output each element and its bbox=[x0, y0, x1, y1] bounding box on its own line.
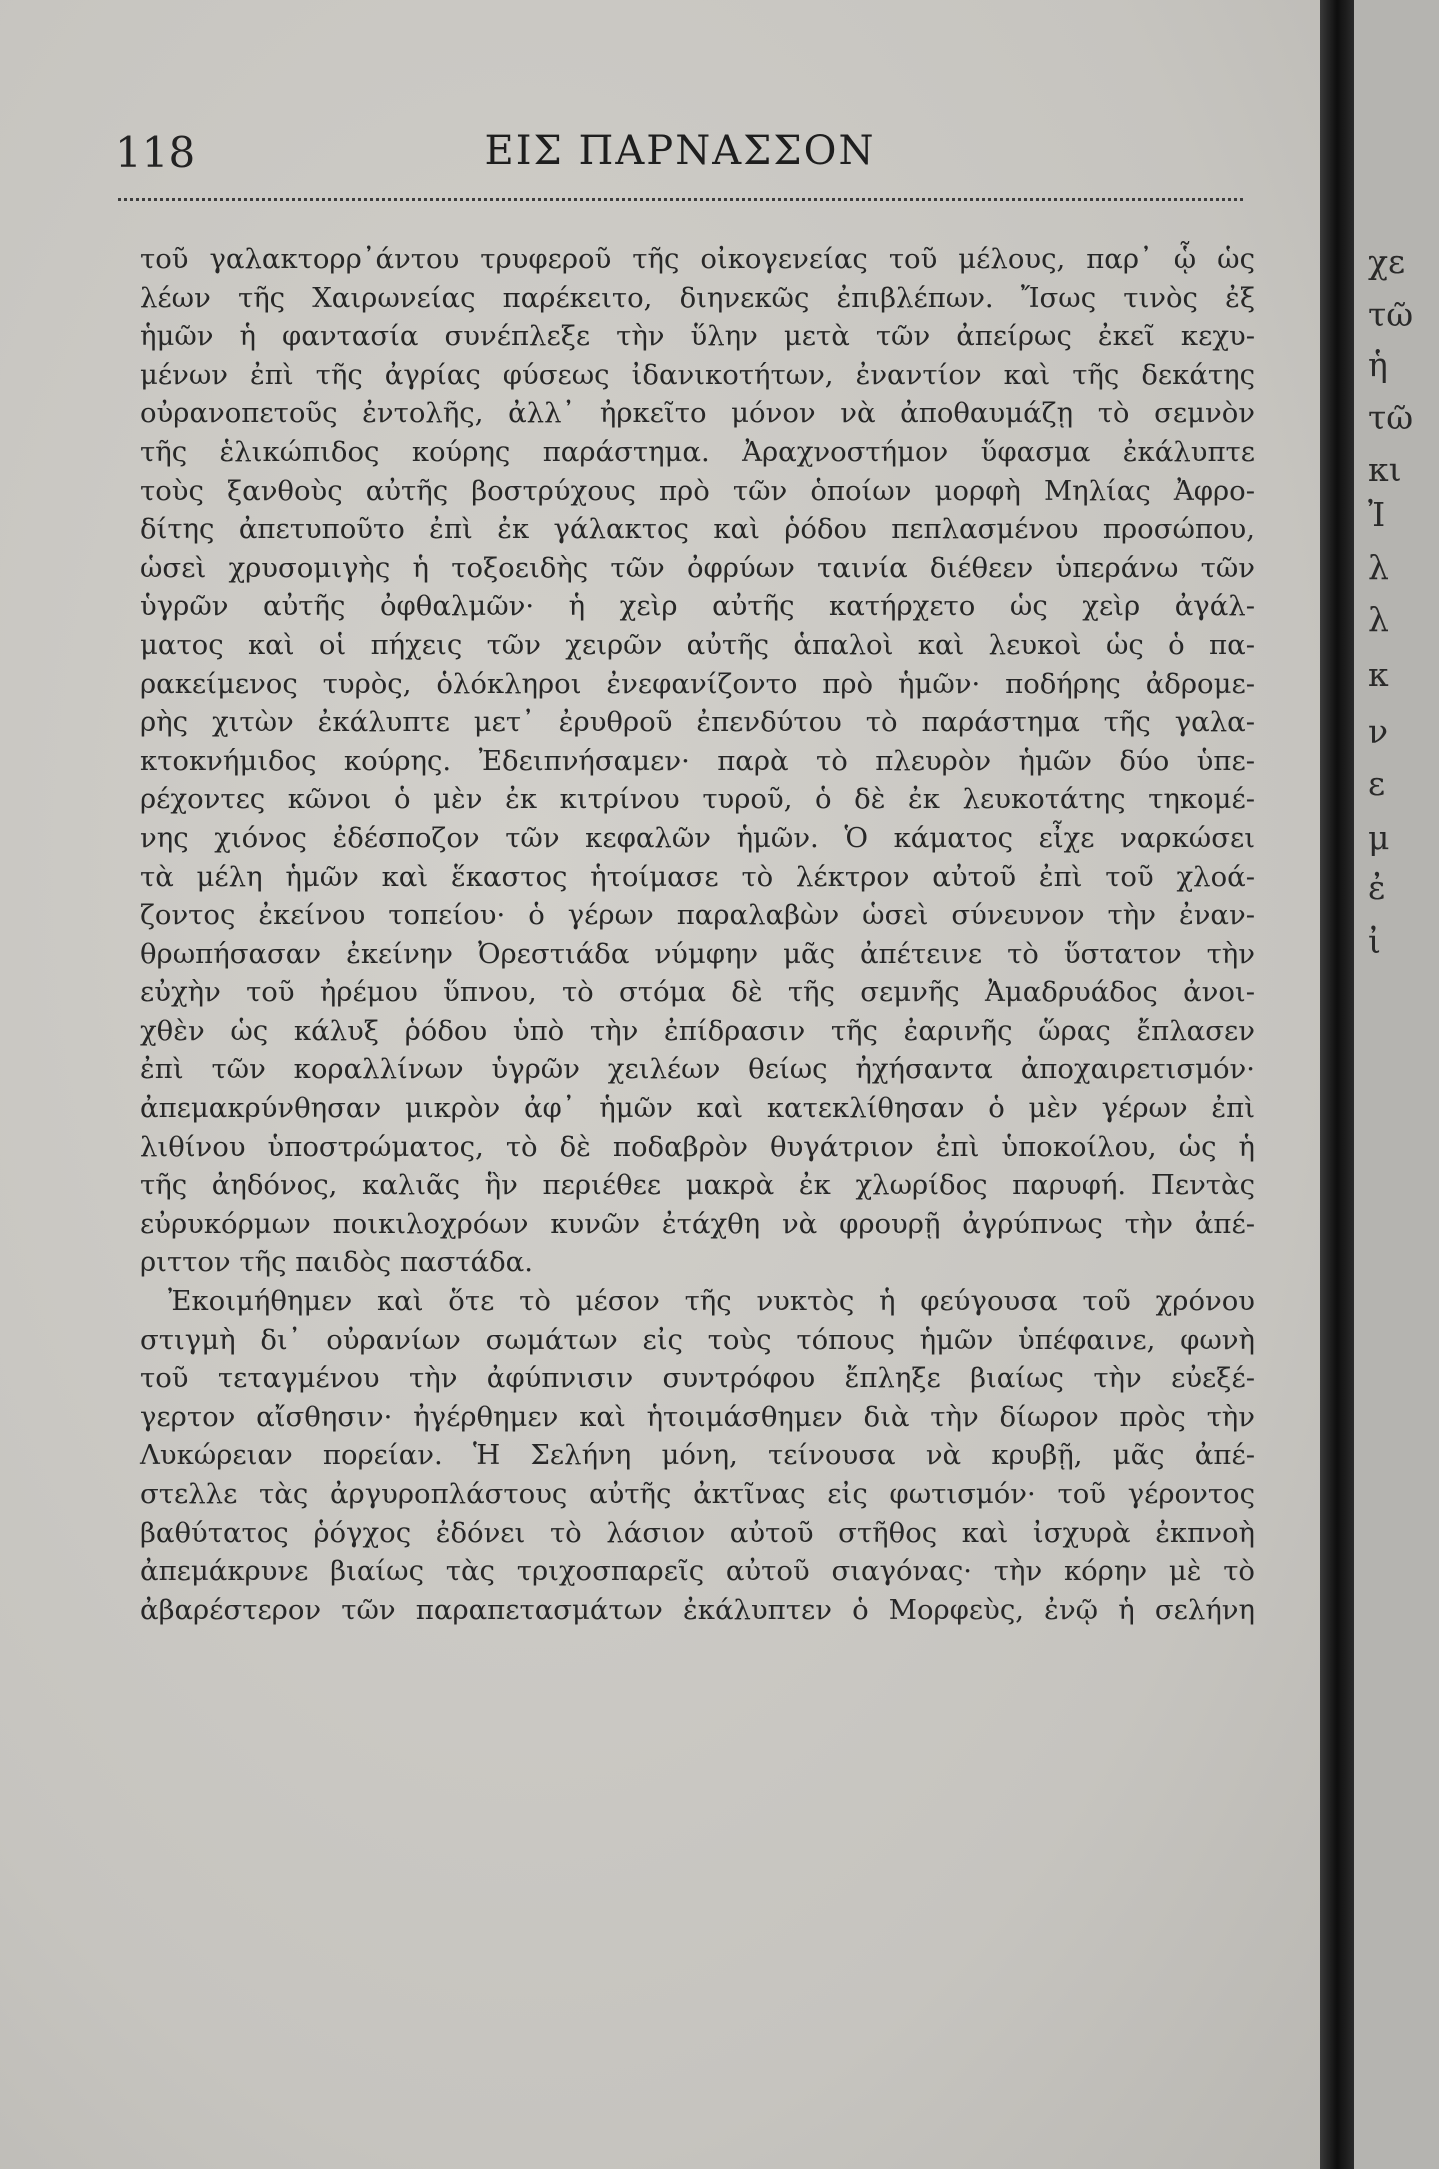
facing-page-fragment: κι bbox=[1368, 450, 1402, 489]
text-line: χθὲν ὡς κάλυξ ῥόδου ὑπὸ τὴν ἐπίδρασιν τῆς ἐαρινῆς ὥρας ἔπλασεν bbox=[140, 1014, 1255, 1047]
facing-page-fragment: ν bbox=[1368, 712, 1389, 751]
text-line: τῆς ἀηδόνος, καλιᾶς ἣν περιέθεε μακρὰ ἐκ χλωρίδος παρυφή. Πεντὰς bbox=[140, 1169, 1255, 1202]
facing-page-fragment: μ bbox=[1368, 818, 1390, 857]
facing-page-fragment: τῶ bbox=[1368, 398, 1414, 437]
header-rule bbox=[118, 198, 1243, 201]
text-line: οὐρανοπετοῦς ἐντολῆς, ἀλλ᾿ ἠρκεῖτο μόνον νὰ ἀποθαυμάζῃ τὸ σεμνὸν bbox=[140, 397, 1255, 430]
body-text bbox=[140, 240, 1255, 1629]
text-line: γερτον αἴσθησιν· ἠγέρθημεν καὶ ἡτοιμάσθημεν διὰ τὴν δίωρον πρὸς τὴν bbox=[140, 1400, 1255, 1433]
facing-page-fragment: λ bbox=[1368, 548, 1389, 587]
text-line: νης χιόνος ἐδέσποζον τῶν κεφαλῶν ἡμῶν. Ὁ κάματος εἶχε ναρκώσει bbox=[140, 821, 1255, 854]
facing-page-fragment: ἐ bbox=[1368, 868, 1386, 907]
facing-page-fragment: χε bbox=[1368, 242, 1406, 281]
facing-page-fragment: ἰ bbox=[1368, 922, 1381, 961]
text-line: τοὺς ξανθοὺς αὐτῆς βοστρύχους πρὸ τῶν ὁποίων μορφὴ Μηλίας Ἀφρο- bbox=[140, 474, 1255, 507]
text-line: Λυκώρειαν πορείαν. Ἡ Σελήνη μόνη, τείνουσα νὰ κρυβῇ, μᾶς ἀπέ- bbox=[140, 1439, 1255, 1472]
text-line: ρέχοντες κῶνοι ὁ μὲν ἐκ κιτρίνου τυροῦ, ὁ δὲ ἐκ λευκοτάτης τηκομέ- bbox=[140, 783, 1255, 816]
text-line: ρακείμενος τυρὸς, ὁλόκληροι ἐνεφανίζοντο πρὸ ἡμῶν· ποδήρης ἀδρομε- bbox=[140, 667, 1255, 700]
facing-page-fragment: τῶ bbox=[1368, 295, 1414, 334]
text-line: ἡμῶν ἡ φαντασία συνέπλεξε τὴν ὕλην μετὰ τῶν ἀπείρως ἐκεῖ κεχυ- bbox=[140, 320, 1255, 353]
text-line: ἀπεμακρύνθησαν μικρὸν ἀφ᾿ ἡμῶν καὶ κατεκλίθησαν ὁ μὲν γέρων ἐπὶ bbox=[140, 1092, 1255, 1125]
text-line: στιγμὴ δι᾿ οὐρανίων σωμάτων εἰς τοὺς τόπους ἡμῶν ὑπέφαινε, φωνὴ bbox=[140, 1323, 1255, 1356]
text-line: εὐρυκόρμων ποικιλοχρόων κυνῶν ἐτάχθη νὰ φρουρῇ ἀγρύπνως τὴν ἀπέ- bbox=[140, 1207, 1255, 1240]
text-line: θρωπήσασαν ἐκείνην Ὀρεστιάδα νύμφην μᾶς ἀπέτεινε τὸ ὕστατον τὴν bbox=[140, 937, 1255, 970]
text-line: Ἐκοιμήθημεν καὶ ὅτε τὸ μέσον τῆς νυκτὸς ἡ φεύγουσα τοῦ χρόνου bbox=[168, 1285, 1255, 1318]
text-line: κτοκνήμιδος κούρης. Ἐδειπνήσαμεν· παρὰ τὸ πλευρὸν ἡμῶν δύο ὑπε- bbox=[140, 744, 1255, 777]
text-line: ὡσεὶ χρυσομιγὴς ἡ τοξοειδὴς τῶν ὀφρύων ταινία διέθεεν ὑπεράνω τῶν bbox=[140, 551, 1255, 584]
text-line: τοῦ τεταγμένου τὴν ἀφύπνισιν συντρόφου ἔπληξε βιαίως τὴν εὐεξέ- bbox=[140, 1362, 1255, 1395]
text-line: ρὴς χιτὼν ἐκάλυπτε μετ᾿ ἐρυθροῦ ἐπενδύτου τὸ παράστημα τῆς γαλα- bbox=[140, 706, 1255, 739]
text-line: τῆς ἑλικώπιδος κούρης παράστημα. Ἀραχνοστήμον ὕφασμα ἐκάλυπτε bbox=[140, 435, 1255, 468]
facing-page-fragment: ε bbox=[1368, 764, 1386, 803]
text-line: ὑγρῶν αὐτῆς ὀφθαλμῶν· ἡ χεὶρ αὐτῆς κατήρχετο ὡς χεὶρ ἀγάλ- bbox=[140, 590, 1255, 623]
page-number: 118 bbox=[115, 128, 196, 177]
text-line: ἐπὶ τῶν κοραλλίνων ὑγρῶν χειλέων θείως ἠχήσαντα ἀποχαιρετισμόν· bbox=[140, 1053, 1255, 1086]
text-line: λέων τῆς Χαιρωνείας παρέκειτο, διηνεκῶς ἐπιβλέπων. Ἴσως τινὸς ἐξ bbox=[140, 281, 1255, 314]
facing-page-fragment: κ bbox=[1368, 655, 1389, 694]
text-line: ριττον τῆς παιδὸς παστάδα. bbox=[140, 1246, 533, 1279]
text-line: στελλε τὰς ἀργυροπλάστους αὐτῆς ἀκτῖνας εἰς φωτισμόν· τοῦ γέροντος bbox=[140, 1478, 1255, 1510]
book-gutter-shadow bbox=[1320, 0, 1354, 2169]
text-line: βαθύτατος ῥόγχος ἐδόνει τὸ λάσιον αὐτοῦ στῆθος καὶ ἰσχυρὰ ἐκπνοὴ bbox=[140, 1516, 1255, 1549]
facing-page-fragment: λ bbox=[1368, 600, 1389, 639]
running-title: ΕΙΣ ΠΑΡΝΑΣΣΟΝ bbox=[484, 128, 876, 174]
text-line: ζοντος ἐκείνου τοπείου· ὁ γέρων παραλαβὼν ὡσεὶ σύνευνον τὴν ἐναν- bbox=[140, 899, 1255, 932]
page-header bbox=[115, 128, 1245, 188]
text-line: δίτης ἀπετυποῦτο ἐπὶ ἐκ γάλακτος καὶ ῥόδου πεπλασμένου προσώπου, bbox=[140, 513, 1255, 546]
facing-page-fragment: ἡ bbox=[1368, 345, 1388, 384]
facing-page-edge bbox=[1354, 0, 1439, 2169]
text-line: μένων ἐπὶ τῆς ἀγρίας φύσεως ἰδανικοτήτων, ἐναντίον καὶ τῆς δεκάτης bbox=[140, 358, 1255, 391]
text-line: τοῦ γαλακτορρ᾿άντου τρυφεροῦ τῆς οἰκογενείας τοῦ μέλους, παρ᾿ ᾧ ὡς bbox=[140, 243, 1255, 275]
text-line: εὐχὴν τοῦ ἠρέμου ὕπνου, τὸ στόμα δὲ τῆς σεμνῆς Ἀμαδρυάδος ἀνοι- bbox=[140, 976, 1255, 1009]
text-line: λιθίνου ὑποστρώματος, τὸ δὲ ποδαβρὸν θυγάτριον ἐπὶ ὑποκοίλου, ὡς ἡ bbox=[140, 1130, 1255, 1163]
text-line: τὰ μέλη ἡμῶν καὶ ἕκαστος ἡτοίμασε τὸ λέκτρον αὐτοῦ ἐπὶ τοῦ χλοά- bbox=[140, 860, 1255, 893]
text-line: ἀβαρέστερον τῶν παραπετασμάτων ἐκάλυπτεν ὁ Μορφεὺς, ἐνῷ ἡ σελήνη bbox=[140, 1593, 1255, 1626]
facing-page-fragment: Ἰ bbox=[1368, 495, 1386, 534]
text-line: ἀπεμάκρυνε βιαίως τὰς τριχοσπαρεῖς αὐτοῦ σιαγόνας· τὴν κόρην μὲ τὸ bbox=[140, 1555, 1255, 1588]
text-line: ματος καὶ οἱ πήχεις τῶν χειρῶν αὐτῆς ἁπαλοὶ καὶ λευκοὶ ὡς ὁ πα- bbox=[140, 628, 1255, 661]
